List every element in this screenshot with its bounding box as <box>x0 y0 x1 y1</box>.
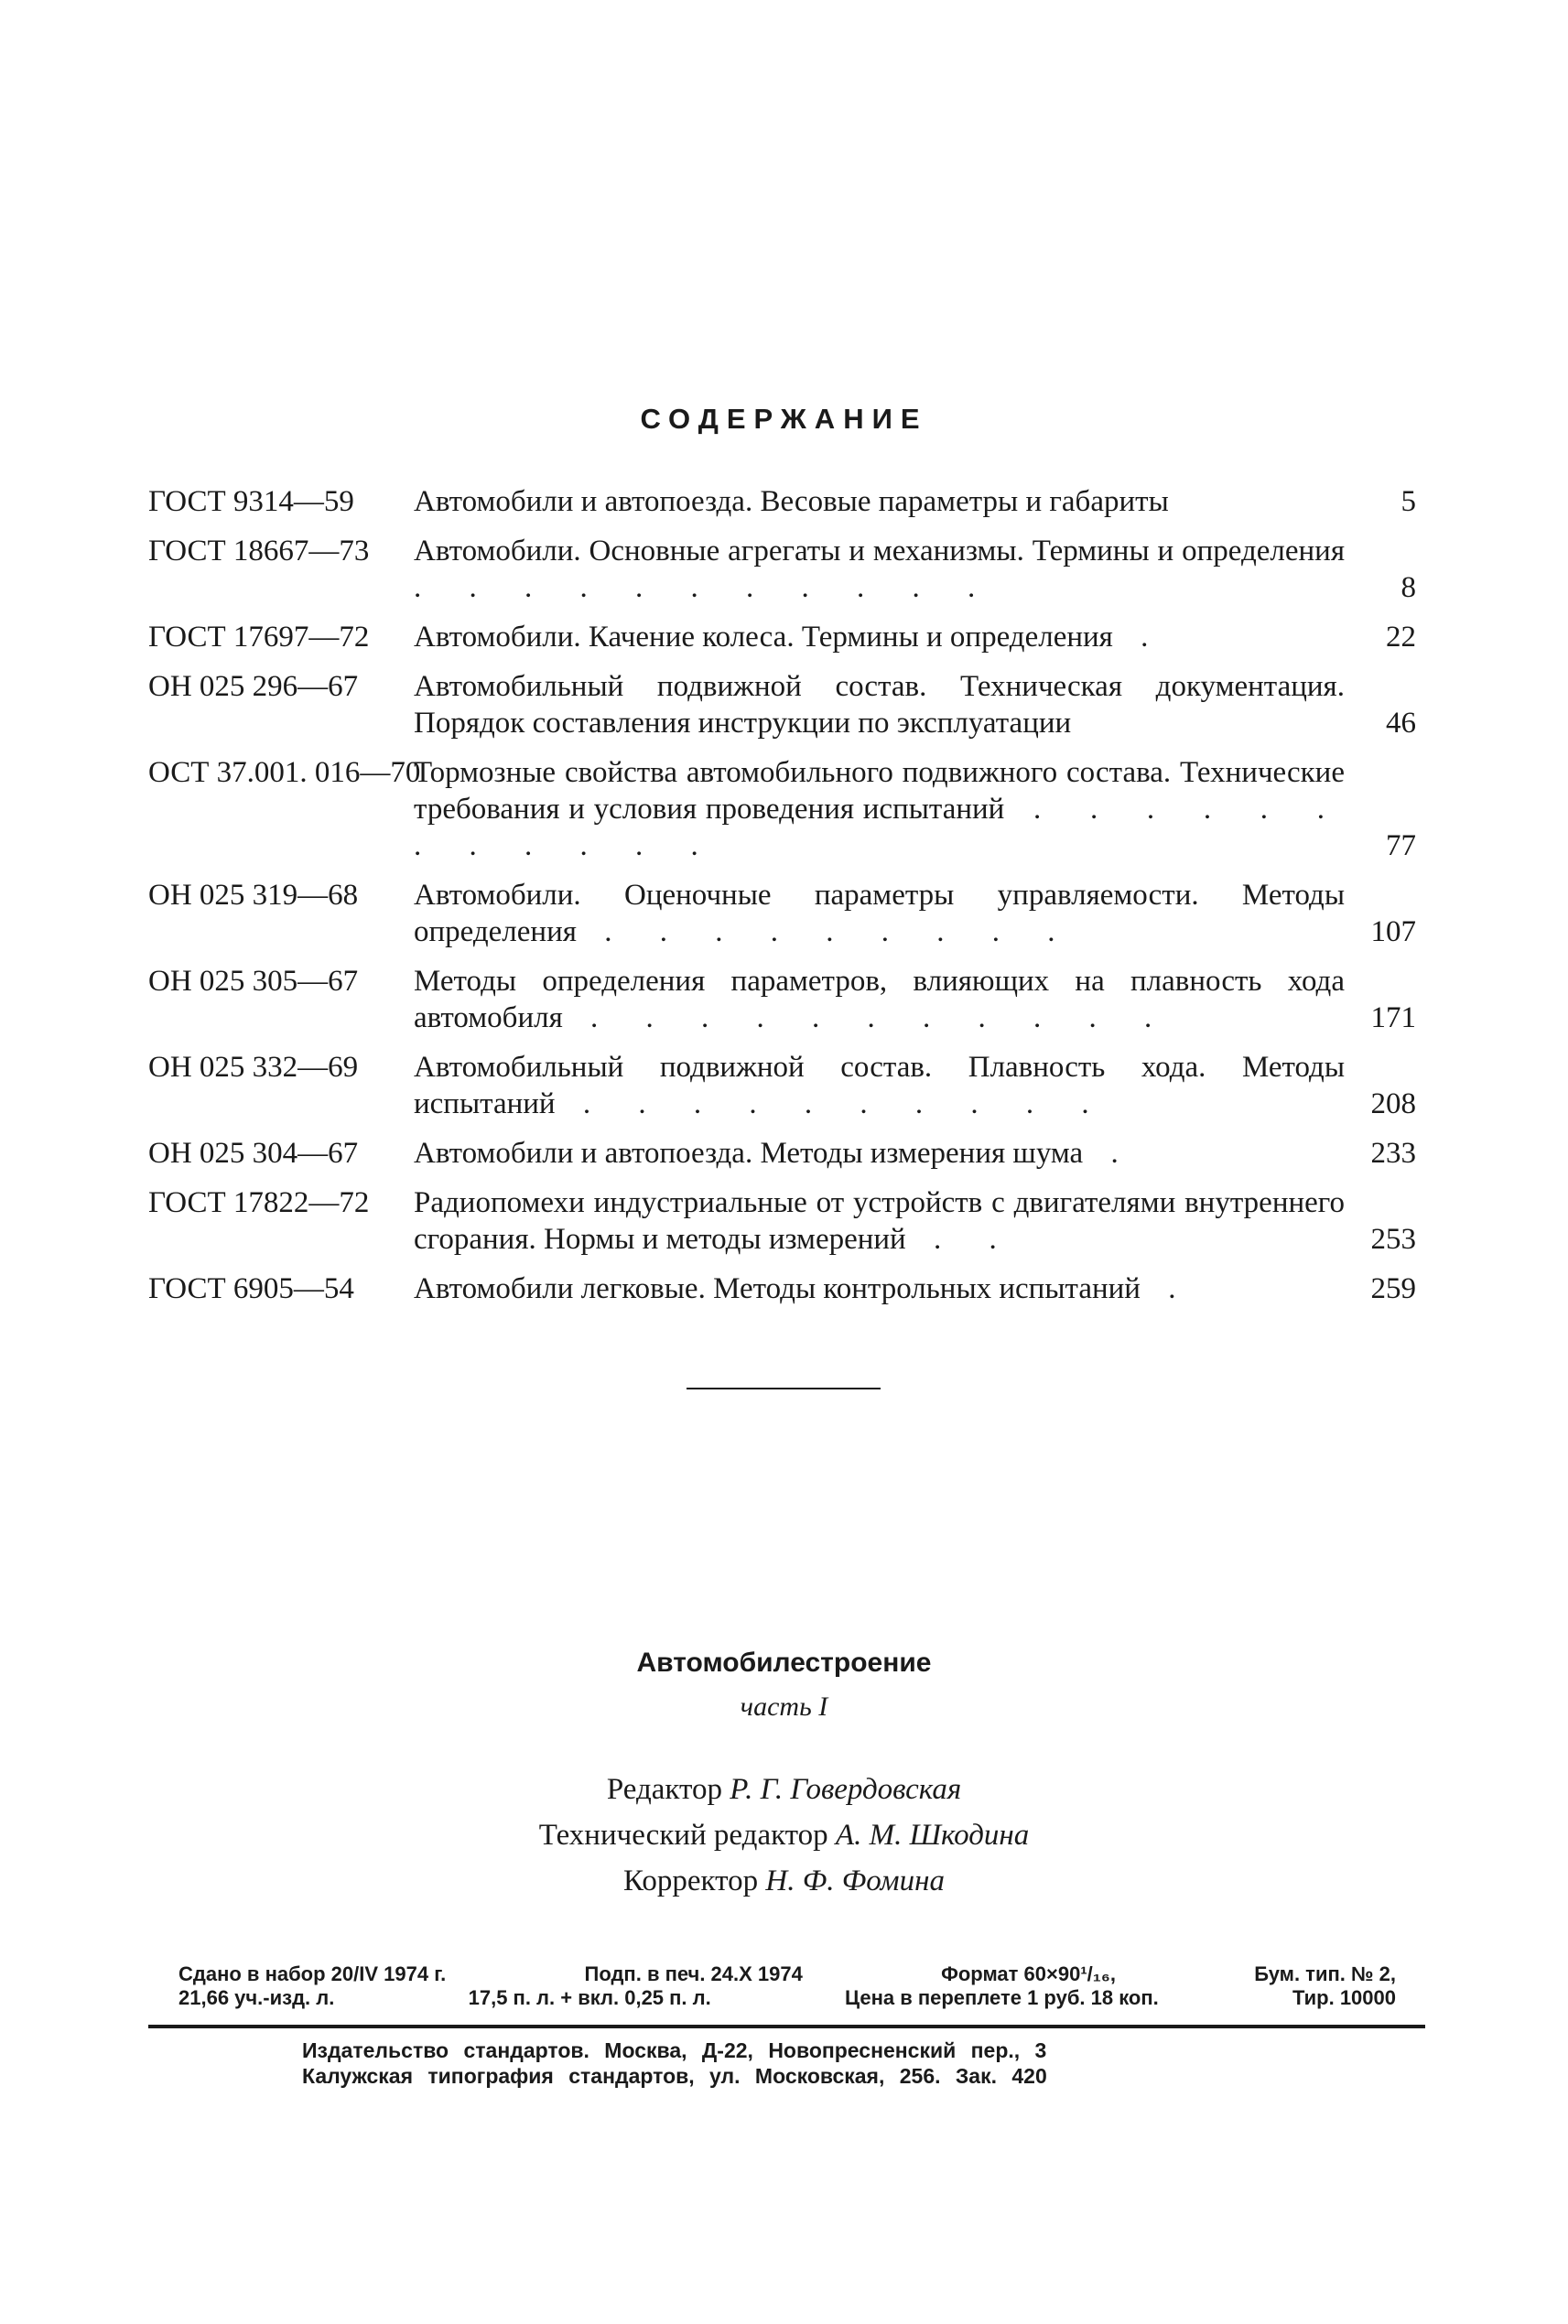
toc-entry-leader: . <box>1083 1137 1139 1170</box>
toc-entry-title <box>414 1135 1352 1172</box>
toc-entry-title-text: Тормозные свойства автомобильного подвижного состава. Технические требования и условия проведения испытаний <box>414 756 1345 826</box>
toc-entry-page: 46 <box>1386 707 1416 740</box>
toc-entry-title <box>414 619 1352 655</box>
toc-list <box>148 483 1416 1320</box>
publisher-info <box>302 2038 1281 2089</box>
credit-role: Корректор <box>623 1865 759 1897</box>
credits <box>0 1767 1568 1904</box>
toc-entry-page: 77 <box>1386 829 1416 862</box>
toc-entry <box>148 533 1416 606</box>
book-part: часть I <box>740 1692 828 1722</box>
toc-entry-page: 208 <box>1370 1087 1416 1120</box>
toc-entry-leader: . . . . . . . . . . . . <box>414 793 1345 862</box>
toc-entry-code: ОН 025 332—69 <box>148 1051 359 1084</box>
toc-entry <box>148 754 1416 864</box>
toc-entry-leader: . . . . . . . . . . . <box>562 1001 1173 1034</box>
credit-name: Н. Ф. Фомина <box>765 1865 945 1897</box>
imprint <box>178 1962 1396 2010</box>
toc-entry <box>148 1184 1416 1258</box>
toc-title: СОДЕРЖАНИЕ <box>640 403 928 435</box>
toc-entry-code: ГОСТ 9314—59 <box>148 485 354 518</box>
toc-entry-code: ОН 025 319—68 <box>148 879 359 912</box>
toc-entry <box>148 1049 1416 1122</box>
toc-entry-title-text: Автомобили. Основные агрегаты и механизмы. Термины и определения <box>414 535 1345 567</box>
toc-entry-title-text: Методы определения параметров, влияющих на плавность хода автомобиля <box>414 965 1345 1034</box>
toc-entry-title-text: Автомобили и автопоезда. Методы измерения шума <box>414 1137 1084 1170</box>
toc-entry <box>148 483 1416 520</box>
credit-proofreader <box>0 1858 1568 1904</box>
imprint-line-1 <box>178 1962 1396 1986</box>
toc-entry-title <box>414 754 1352 864</box>
credit-role: Редактор <box>606 1773 722 1806</box>
toc-entry-code: ГОСТ 17822—72 <box>148 1186 370 1219</box>
toc-entry-leader: . <box>1112 621 1169 654</box>
toc-entry-title <box>414 963 1352 1036</box>
toc-entry-title <box>414 1270 1352 1307</box>
imprint-print-date: Подп. в печ. 24.X 1974 <box>584 1962 803 1985</box>
imprint-format: Формат 60×90¹/₁₆, <box>941 1962 1116 1985</box>
credit-name: А. М. Шкодина <box>835 1819 1030 1852</box>
toc-entry-title-text: Автомобили. Оценочные параметры управляемости. Методы определения <box>414 879 1345 948</box>
toc-entry-page: 5 <box>1400 485 1416 518</box>
publisher-line-1: Издательство стандартов. Москва, Д-22, Новопресненский пер., 3 <box>302 2038 1047 2062</box>
toc-entry <box>148 668 1416 741</box>
toc-entry-title <box>414 533 1352 606</box>
toc-entry-page: 22 <box>1386 621 1416 654</box>
toc-entry-code: ГОСТ 6905—54 <box>148 1272 354 1305</box>
toc-entry-title <box>414 1049 1352 1122</box>
toc-entry-title-text: Автомобили. Качение колеса. Термины и определения <box>414 621 1113 654</box>
imprint-line-2 <box>178 1986 1396 2010</box>
toc-entry <box>148 963 1416 1036</box>
toc-entry-code: ОН 025 304—67 <box>148 1137 359 1170</box>
publisher-line-2: Калужская типография стандартов, ул. Московская, 256. Зак. 420 <box>302 2064 1047 2088</box>
toc-entry <box>148 877 1416 950</box>
toc-entry-page: 253 <box>1370 1223 1416 1256</box>
toc-entry-title-text: Радиопомехи индустриальные от устройств с двигателями внутреннего сгорания. Нормы и методы измерений <box>414 1186 1345 1256</box>
toc-entry-code: ОСТ 37.001. 016—70 <box>148 756 421 789</box>
toc-entry <box>148 1270 1416 1307</box>
toc-entry-leader: . . . . . . . . . <box>576 915 1076 948</box>
imprint-sheets: 21,66 уч.-изд. л. <box>178 1986 335 2009</box>
imprint-typeset-date: Сдано в набор 20/IV 1974 г. <box>178 1962 447 1985</box>
toc-entry-page: 233 <box>1370 1137 1416 1170</box>
toc-entry-page: 259 <box>1370 1272 1416 1305</box>
imprint-print-run: Тир. 10000 <box>1292 1986 1396 2009</box>
imprint-paper: Бум. тип. № 2, <box>1254 1962 1396 1985</box>
toc-entry-title-text: Автомобильный подвижной состав. Техническая документация. Порядок составления инструкции по эксплуатации <box>414 670 1345 740</box>
toc-entry-code: ГОСТ 17697—72 <box>148 621 370 654</box>
toc-entry-title-text: Автомобили легковые. Методы контрольных испытаний <box>414 1272 1141 1305</box>
toc-entry-title <box>414 877 1352 950</box>
credit-editor <box>0 1767 1568 1812</box>
credit-name: Р. Г. Говердовская <box>730 1773 962 1806</box>
toc-entry-leader: . . . . . . . . . . . <box>414 571 996 604</box>
toc-entry-title <box>414 668 1352 741</box>
book-title: Автомобилестроение <box>636 1648 932 1678</box>
imprint-price: Цена в переплете 1 руб. 18 коп. <box>845 1986 1159 2009</box>
imprint-print-sheets: 17,5 п. л. + вкл. 0,25 п. л. <box>468 1986 711 2009</box>
toc-entry-leader: . . . . . . . . . . <box>555 1087 1109 1120</box>
toc-entry-title <box>414 483 1352 520</box>
toc-entry-code: ОН 025 305—67 <box>148 965 359 998</box>
credit-role: Технический редактор <box>538 1819 828 1852</box>
imprint-rule <box>148 2025 1425 2028</box>
toc-entry-title-text: Автомобильный подвижной состав. Плавность хода. Методы испытаний <box>414 1051 1345 1120</box>
toc-entry <box>148 619 1416 655</box>
toc-entry-code: ОН 025 296—67 <box>148 670 359 703</box>
toc-entry-code: ГОСТ 18667—73 <box>148 535 370 567</box>
toc-entry-leader: . . <box>905 1223 1017 1256</box>
toc-entry-page: 107 <box>1370 915 1416 948</box>
toc-entry-title-text: Автомобили и автопоезда. Весовые параметры и габариты <box>414 485 1169 518</box>
toc-entry-page: 171 <box>1370 1001 1416 1034</box>
toc-entry-page: 8 <box>1400 571 1416 604</box>
toc-entry-leader: . <box>1140 1272 1196 1305</box>
toc-entry-title <box>414 1184 1352 1258</box>
section-divider <box>687 1388 881 1389</box>
credit-tech-editor <box>0 1812 1568 1858</box>
toc-entry <box>148 1135 1416 1172</box>
